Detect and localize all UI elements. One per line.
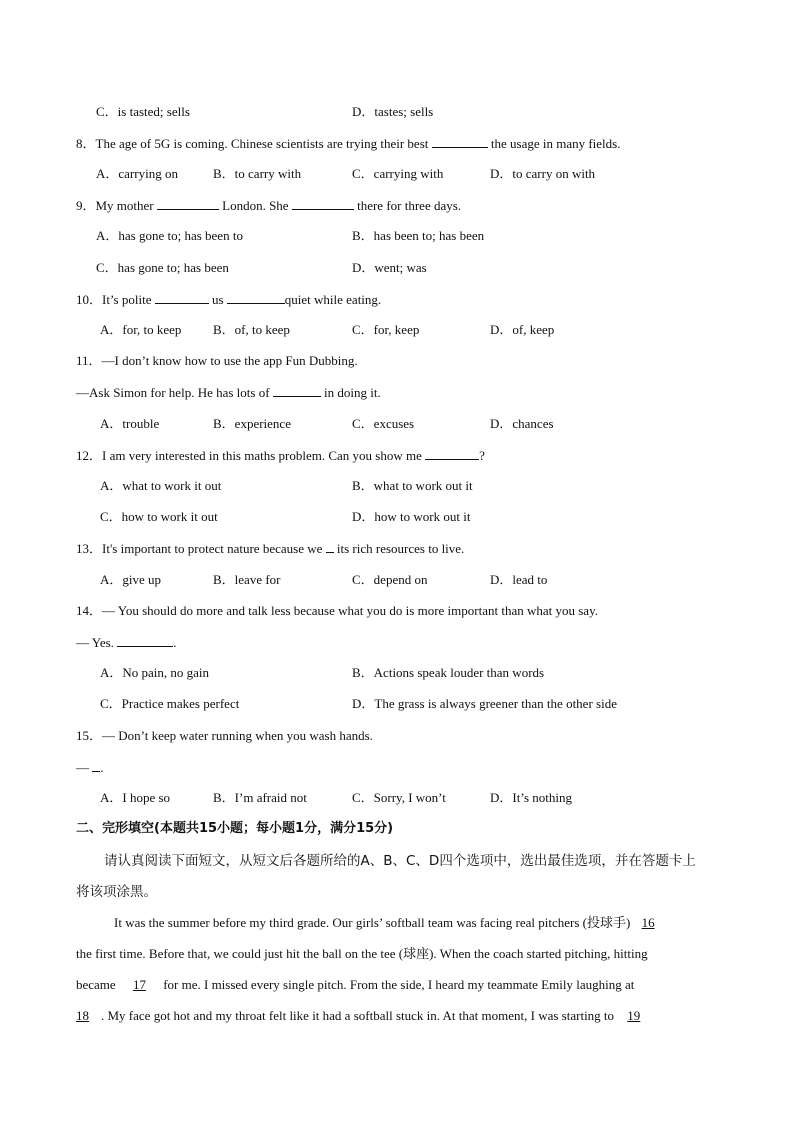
q15-option-c: C．Sorry, I won’t [352, 790, 446, 805]
q15-line-2-start: — [76, 760, 89, 775]
q10-stem-end: quiet while eating. [284, 292, 382, 307]
q8-stem-start: 8．The age of 5G is coming. Chinese scientists are trying their best [76, 136, 429, 151]
passage-line-3-start: became [76, 977, 116, 992]
q8-option-c: C．carrying with [352, 166, 444, 181]
q9-stem [76, 197, 461, 214]
blank-18: 18 [76, 1008, 89, 1023]
q9-stem-start: 9．My mother [76, 198, 154, 213]
passage-line-2: the first time. Before that, we could just hit the ball on the tee (球座). When the coach started pitching, hitting [76, 946, 648, 961]
q15-line-1: 15．— Don’t keep water running when you wash hands. [76, 728, 373, 743]
q13-option-b: B．leave for [213, 572, 281, 587]
q8-stem [76, 135, 620, 152]
q14-option-c: C．Practice makes perfect [100, 696, 240, 711]
q12-option-a: A．what to work it out [100, 478, 222, 493]
section-2-instruction-line-2: 将该项涂黑。 [76, 884, 157, 900]
q8-blank [432, 135, 488, 148]
q10-stem [76, 291, 381, 308]
q11-line-2-start: —Ask Simon for help. He has lots of [76, 385, 270, 400]
q12-option-d: D．how to work out it [352, 509, 471, 524]
q15-line-2 [76, 759, 104, 776]
q13-stem [76, 540, 464, 557]
q7-option-d: D．tastes; sells [352, 104, 434, 119]
passage-line-1-text: It was the summer before my third grade. Our girls’ softball team was facing real pitchers (投球手) [114, 915, 631, 930]
q12-option-c: C．how to work it out [100, 509, 218, 524]
q9-blank-2 [292, 197, 354, 210]
blank-16: 16 [641, 915, 655, 930]
q14-line-2-start: — Yes. [76, 635, 114, 650]
q15-option-a: A．I hope so [100, 790, 171, 805]
q9-stem-mid: London. She [222, 198, 289, 213]
q11-option-c: C．excuses [352, 416, 415, 431]
q8-option-a: A．carrying on [96, 166, 178, 181]
q15-option-d: D．It’s nothing [490, 790, 572, 805]
q10-stem-mid: us [211, 292, 224, 307]
q14-line-1: 14．— You should do more and talk less because what you do is more important than what you say. [76, 603, 598, 618]
q10-blank-2 [227, 291, 285, 304]
passage-line-1 [76, 915, 718, 931]
passage-line-4-text: . My face got hot and my throat felt like it had a softball stuck in. At that moment, I was starting to [101, 1008, 615, 1023]
q10-option-a: A．for, to keep [100, 322, 182, 337]
q14-line-2 [76, 634, 176, 651]
q10-option-c: C．for, keep [352, 322, 420, 337]
q7-option-c: C．is tasted; sells [96, 104, 190, 119]
q9-option-c: C．has gone to; has been [96, 260, 229, 275]
q13-stem-start: 13．It's important to protect nature because we [76, 541, 323, 556]
q14-option-b: B．Actions speak louder than words [352, 665, 545, 680]
q8-option-d: D．to carry on with [490, 166, 596, 181]
q13-option-d: D．lead to [490, 572, 548, 587]
passage-line-3-end: for me. I missed every single pitch. From the side, I heard my teammate Emily laughing at [163, 977, 635, 992]
q11-blank [273, 384, 321, 397]
blank-19: 19 [627, 1008, 641, 1023]
q12-option-b: B．what to work out it [352, 478, 473, 493]
q8-stem-end: the usage in many fields. [490, 136, 621, 151]
blank-17: 17 [132, 977, 146, 992]
q11-line-1: 11．—I don’t know how to use the app Fun Dubbing. [76, 353, 358, 368]
q8-option-b: B．to carry with [213, 166, 302, 181]
passage-line-4 [76, 1008, 718, 1024]
q11-option-a: A．trouble [100, 416, 160, 431]
section-2-instruction-line-1: 请认真阅读下面短文，从短文后各题所给的A、B、C、D四个选项中，选出最佳选项，并在答题卡上 [104, 853, 696, 869]
q12-blank [425, 447, 479, 460]
q13-blank [326, 540, 334, 553]
q9-option-b: B．has been to; has been [352, 228, 485, 243]
q11-line-2-end: in doing it. [324, 385, 381, 400]
q14-line-2-end: . [173, 635, 177, 650]
q10-stem-start: 10．It’s polite [76, 292, 152, 307]
q14-option-d: D．The grass is always greener than the other side [352, 696, 617, 711]
q9-stem-end: there for three days. [357, 198, 462, 213]
q9-blank-1 [157, 197, 219, 210]
q13-option-a: A．give up [100, 572, 162, 587]
q13-stem-end: its rich resources to live. [336, 541, 465, 556]
q12-stem-start: 12．I am very interested in this maths problem. Can you show me [76, 448, 422, 463]
passage-line-3 [76, 977, 718, 993]
q15-line-2-end: . [100, 760, 104, 775]
q11-option-b: B．experience [213, 416, 291, 431]
q10-option-d: D．of, keep [490, 322, 555, 337]
q9-option-d: D．went; was [352, 260, 427, 275]
q14-option-a: A．No pain, no gain [100, 665, 210, 680]
q10-blank-1 [155, 291, 209, 304]
q15-option-b: B．I’m afraid not [213, 790, 307, 805]
q10-option-b: B．of, to keep [213, 322, 290, 337]
q11-option-d: D．chances [490, 416, 554, 431]
q9-option-a: A．has gone to; has been to [96, 228, 243, 243]
q12-stem-end: ? [479, 448, 485, 463]
q14-blank [117, 634, 173, 647]
section-2-title: 二、完形填空(本题共15小题；每小题1分，满分15分) [76, 821, 394, 836]
q11-line-2 [76, 384, 381, 401]
q12-stem [76, 447, 485, 464]
q13-option-c: C．depend on [352, 572, 428, 587]
